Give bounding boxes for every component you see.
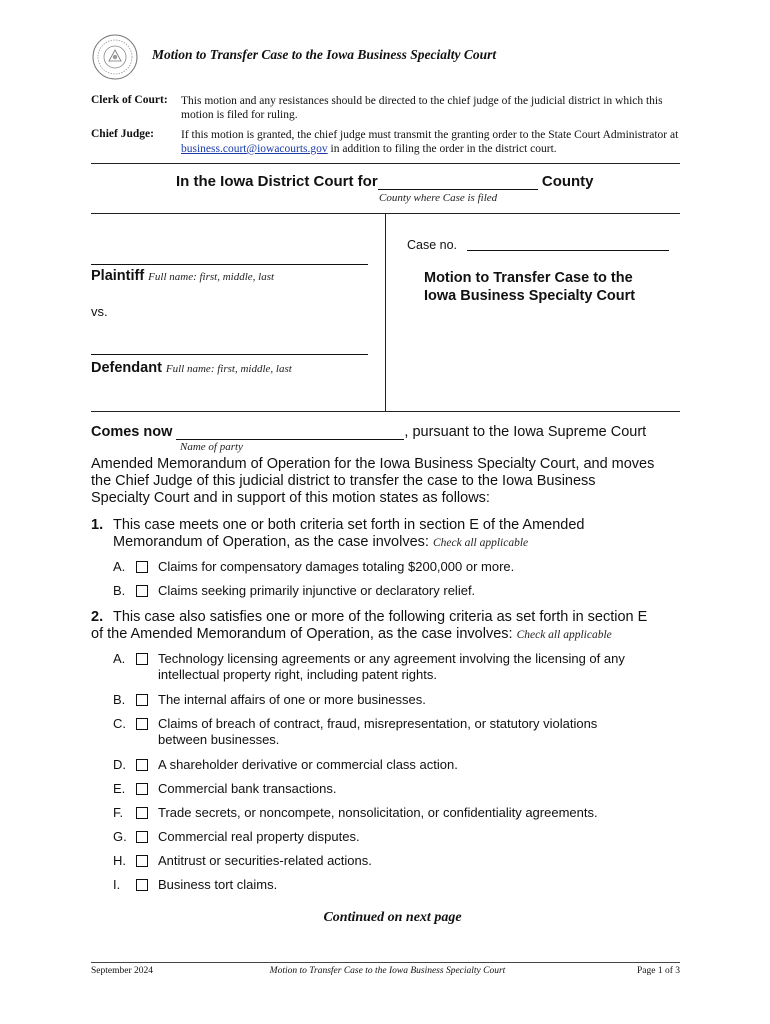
option-text-line2: intellectual property right, including patent rights.: [158, 667, 437, 682]
caption-title: [424, 269, 684, 305]
item-1-text: [113, 517, 693, 552]
item-1-line1: This case meets one or both criteria set forth in section E of the Amended: [113, 517, 585, 533]
option-letter: C.: [113, 716, 126, 731]
option-letter: D.: [113, 757, 126, 772]
plaintiff-label: Plaintiff: [91, 268, 145, 284]
footer-page-number: Page 1 of 3: [636, 966, 680, 976]
option-c-checkbox[interactable]: [136, 718, 148, 730]
judge-note-text: If this motion is granted, the chief judge must transmit the granting order to the State Court Administrator at: [181, 129, 679, 141]
continued-note: Continued on next page: [323, 910, 462, 925]
option-letter: G.: [113, 829, 127, 844]
court-email-link[interactable]: business.court@iowacourts.gov: [181, 143, 328, 155]
plaintiff-row: [91, 267, 274, 285]
footer-divider: [91, 962, 680, 963]
option-text-line2: between businesses.: [158, 732, 280, 747]
option-letter: H.: [113, 853, 126, 868]
party-name-field[interactable]: [176, 425, 404, 440]
option-text: Commercial bank transactions.: [158, 781, 337, 796]
option-text: Trade secrets, or noncompete, nonsolicitation, or confidentiality agreements.: [158, 805, 598, 820]
plaintiff-name-field[interactable]: [91, 264, 368, 265]
judge-label: Chief Judge:: [91, 128, 154, 140]
option-text: Claims seeking primarily injunctive or declaratory relief.: [158, 583, 476, 598]
option-g-checkbox[interactable]: [136, 831, 148, 843]
item-1-hint: Check all applicable: [432, 537, 529, 549]
item-2-number: 2.: [91, 609, 104, 625]
item-1-number: 1.: [91, 517, 104, 533]
item-2-line2: of the Amended Memorandum of Operation, as the case involves:: [91, 626, 513, 642]
item-1-line2: Memorandum of Operation, as the case involves:: [113, 534, 429, 550]
footer-title: Motion to Transfer Case to the Iowa Business Specialty Court: [269, 966, 506, 976]
option-a-checkbox[interactable]: [136, 561, 148, 573]
caption-title-line2: Iowa Business Specialty Court: [424, 288, 636, 304]
intro-paragraph: [91, 456, 691, 507]
county-hint: County where Case is filed: [379, 192, 498, 204]
case-number-field[interactable]: [467, 250, 669, 251]
county-field[interactable]: [378, 175, 538, 190]
case-number-label: Case no.: [407, 238, 458, 252]
option-letter: A.: [113, 651, 126, 666]
comes-now-row: [91, 424, 646, 440]
option-text: Commercial real property disputes.: [158, 829, 360, 844]
party-hint: Name of party: [180, 441, 243, 453]
intro-line-3: Specialty Court and in support of this motion states as follows:: [91, 490, 490, 506]
defendant-name-field[interactable]: [91, 354, 368, 355]
intro-line-1: Amended Memorandum of Operation for the Iowa Business Specialty Court, and moves: [91, 456, 655, 472]
option-letter: E.: [113, 781, 126, 796]
option-f-checkbox[interactable]: [136, 807, 148, 819]
court-prefix: In the Iowa District Court for: [176, 173, 378, 190]
option-letter: B.: [113, 692, 126, 707]
option-letter: F.: [113, 805, 124, 820]
option-text: [158, 651, 678, 683]
clerk-note: This motion and any resistances should be directed to the chief judge of the judicial district in which this motion is filed for ruling.: [181, 95, 663, 121]
caption-bottom-rule: [91, 411, 680, 412]
option-text: [158, 716, 678, 748]
header-divider: [91, 163, 680, 164]
option-letter: I.: [113, 877, 121, 892]
option-d-checkbox[interactable]: [136, 759, 148, 771]
option-a-checkbox[interactable]: [136, 653, 148, 665]
case-number-row: [407, 238, 457, 252]
option-b-checkbox[interactable]: [136, 585, 148, 597]
defendant-row: [91, 359, 292, 377]
item-2-hint: Check all applicable: [516, 629, 612, 641]
option-text: The internal affairs of one or more businesses.: [158, 692, 426, 707]
defendant-hint: Full name: first, middle, last: [165, 363, 292, 375]
item-2-text: [91, 609, 703, 644]
option-text: Business tort claims.: [158, 877, 278, 892]
versus-label: vs.: [91, 304, 108, 319]
option-e-checkbox[interactable]: [136, 783, 148, 795]
header-title: Motion to Transfer Case to the Iowa Business Specialty Court: [152, 47, 497, 62]
option-text: Antitrust or securities-related actions.: [158, 853, 372, 868]
defendant-label: Defendant: [91, 360, 162, 376]
option-text: A shareholder derivative or commercial class action.: [158, 757, 458, 772]
court-heading: [176, 173, 594, 190]
option-i-checkbox[interactable]: [136, 879, 148, 891]
clerk-label: Clerk of Court:: [91, 94, 168, 106]
judge-note-text-after: in addition to filing the order in the district court.: [327, 143, 557, 155]
caption-title-line1: Motion to Transfer Case to the: [424, 270, 633, 286]
footer-date: September 2024: [91, 966, 154, 976]
comes-now-label: Comes now: [91, 424, 173, 440]
option-text: Claims for compensatory damages totaling $200,000 or more.: [158, 559, 515, 574]
option-b-checkbox[interactable]: [136, 694, 148, 706]
option-text-line1: Technology licensing agreements or any agreement involving the licensing of any: [158, 651, 625, 666]
caption-vertical-rule: [385, 213, 386, 412]
option-letter: A.: [113, 559, 126, 574]
plaintiff-hint: Full name: first, middle, last: [148, 271, 275, 283]
judge-note: [181, 128, 681, 156]
iowa-judicial-seal-icon: [92, 34, 138, 80]
option-h-checkbox[interactable]: [136, 855, 148, 867]
option-text-line1: Claims of breach of contract, fraud, misrepresentation, or statutory violations: [158, 716, 598, 731]
court-suffix: County: [537, 173, 594, 190]
item-2-line1: This case also satisfies one or more of the following criteria as set forth in section E: [113, 609, 648, 625]
option-letter: B.: [113, 583, 126, 598]
intro-line-2: the Chief Judge of this judicial district to transfer the case to the Iowa Business: [91, 473, 596, 489]
comes-now-after: , pursuant to the Iowa Supreme Court: [404, 424, 647, 440]
